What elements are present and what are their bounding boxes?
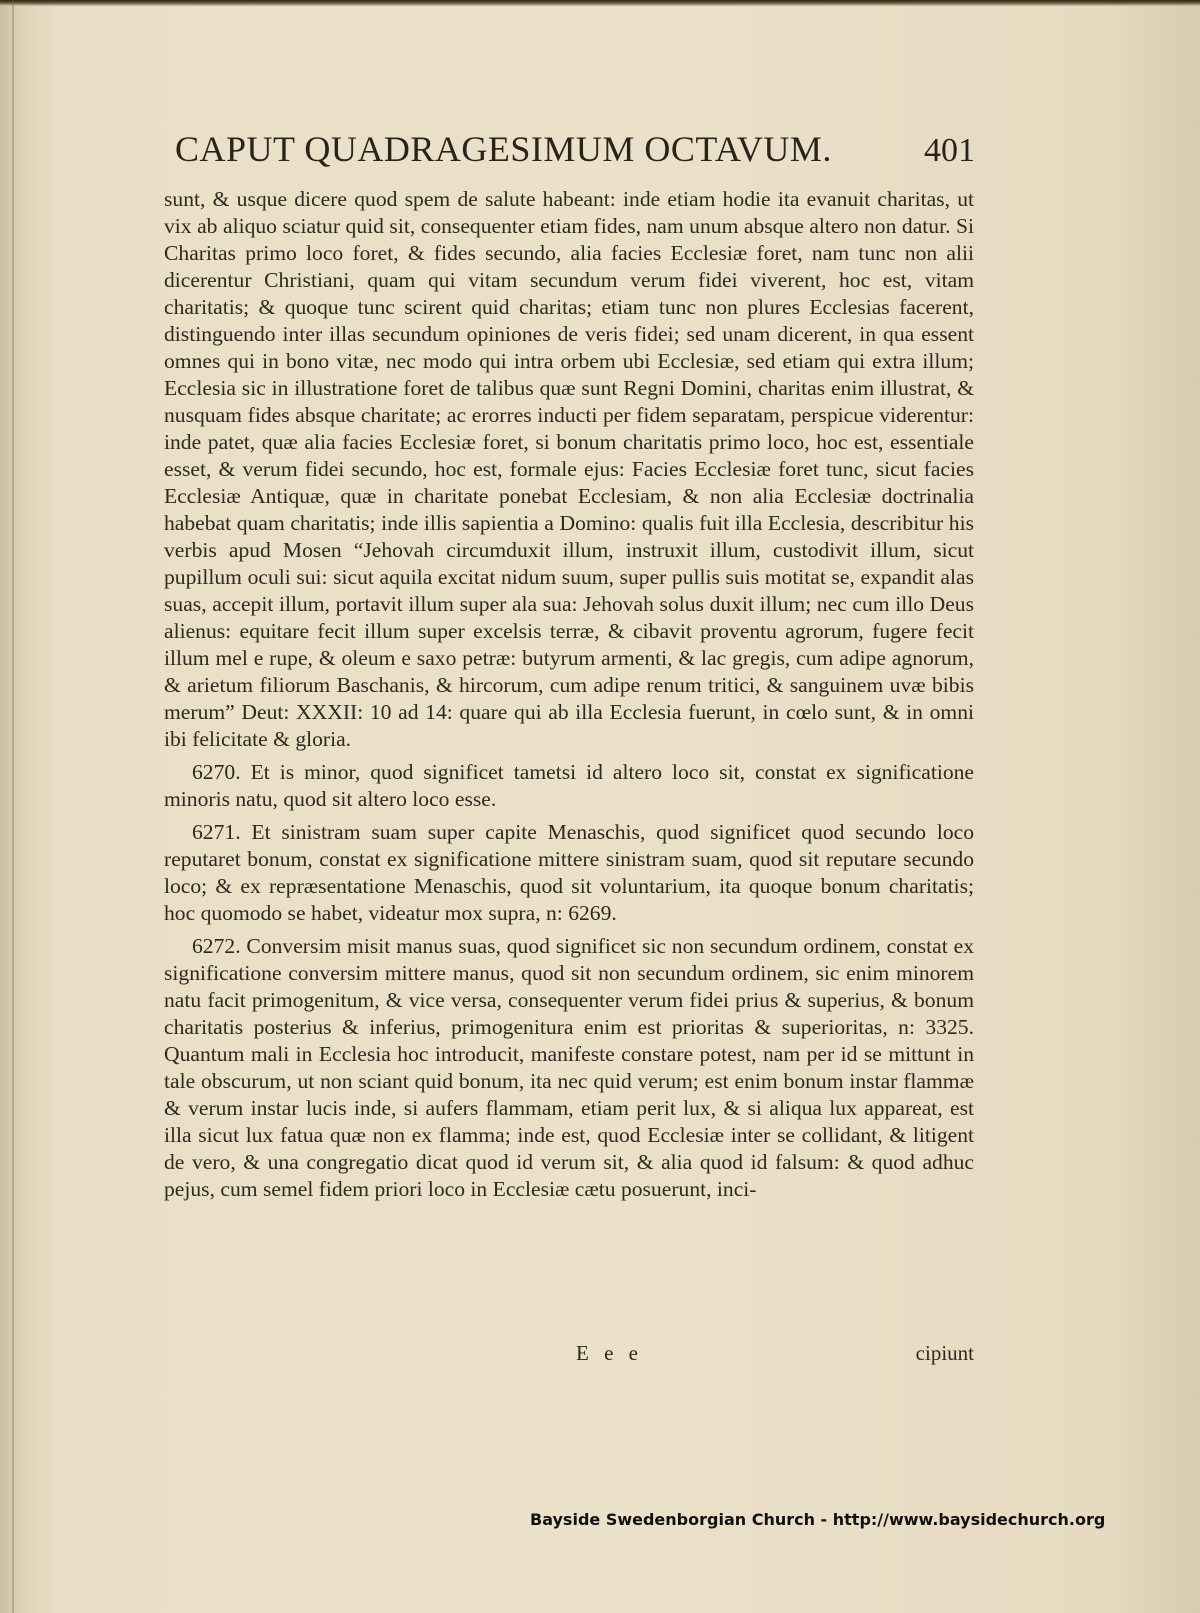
catchword: cipiunt xyxy=(915,1341,974,1365)
paragraph-6270: 6270. Et is minor, quod significet tametsi id altero loco sit, constat ex significatione minoris natu, quod sit altero loco esse. xyxy=(164,760,974,811)
binding-gutter xyxy=(12,0,14,1613)
page-number: 401 xyxy=(924,132,975,169)
source-credit: Bayside Swedenborgian Church - http://www.baysidechurch.org xyxy=(530,1510,1106,1529)
page-header xyxy=(175,128,975,178)
page-top-edge xyxy=(0,0,1200,6)
page-footer xyxy=(164,1341,974,1371)
running-head: CAPUT QUADRAGESIMUM OCTAVUM. xyxy=(175,129,832,169)
signature-mark: E e e xyxy=(576,1341,643,1365)
paragraph-6271: 6271. Et sinistram suam super capite Menaschis, quod significet quod secundo loco reputaret bonum, constat ex significatione mittere sinistram suam, quod sit reputare secundo loco; & ex repræsentatione Menaschis, quod sit voluntarium, ita quoque bonum charitatis; hoc quomodo se habet, videatur mox supra, n: 6269. xyxy=(164,820,974,925)
paragraph-6272: 6272. Conversim misit manus suas, quod significet sic non secundum ordinem, constat ex significatione conversim mittere manus, quod sit non secundum ordinem, sic enim minorem natu facit primogenitum, & vice versa, consequenter verum fidei prius & superius, & bonum charitatis posterius & inferius, primogenitura enim est prioritas & superioritas, n: 3325. Quantum mali in Ecclesia hoc introducit, manifeste constare potest, nam per id se mittunt in tale obscurum, ut non sciant quid bonum, ita nec quid verum; est enim bonum instar flammæ & verum instar lucis inde, si aufers flammam, etiam perit lux, & si aliqua lux appareat, est illa sicut lux fatua quæ non ex flamma; inde est, quod Ecclesiæ inter se collidant, & litigent de vero, & una congregatio dicat quod id verum sit, & alia quod id falsum: & quod adhuc pejus, cum semel fidem priori loco in Ecclesiæ cætu posuerunt, inci- xyxy=(164,934,974,1201)
paragraph-continued: sunt, & usque dicere quod spem de salute habeant: inde etiam hodie ita evanuit charitas, ut vix ab aliquo sciatur quid sit, consequenter etiam fides, nam unum absque altero non datur. Si Charitas primo loco foret, & fides secundo, alia facies Ecclesiæ foret, nam tunc non alii dicerentur Christiani, quam qui vitam secundum verum fidei viverent, hoc est, vitam charitatis; & quoque tunc scirent quid charitas; etiam tunc non plures Ecclesias facerent, distinguendo inter illas secundum opiniones de veris fidei; sed unam dicerent, in qua essent omnes qui in bono vitæ, nec modo qui intra orbem ubi Ecclesiæ, sed etiam qui extra illum; Ecclesia sic in illustratione foret de talibus quæ sunt Regni Domini, charitas enim illustrat, & nusquam fides absque charitate; ac erorres inducti per fidem separatam, perspicue viderentur: inde patet, quæ alia facies Ecclesiæ foret, si bonum charitatis primo loco, hoc est, essentiale esset, & verum fidei secundo, hoc est, formale ejus: Facies Ecclesiæ foret tunc, sicut facies Ecclesiæ Antiquæ, quæ in charitate ponebat Ecclesiam, & non alia Ecclesiæ doctrinalia habebat quam charitatis; inde illis sapientia a Domino: qualis fuit illa Ecclesia, describitur his verbis apud Mosen “Jehovah circumduxit illum, instruxit illum, custodivit illum, sicut pupillum oculi sui: sicut aquila excitat nidum suum, super pullis suis motitat se, expandit alas suas, accepit illum, portavit illum super ala sua: Jehovah solus duxit illum; nec cum illo Deus alienus: equitare fecit illum super excelsis terræ, & cibavit proventu agrorum, fugere fecit illum mel e rupe, & oleum e saxo petræ: butyrum armenti, & lac gregis, cum adipe agnorum, & arietum filiorum Baschanis, & hircorum, cum adipe renum tritici, & sanguinem uvæ bibis merum” Deut: XXXII: 10 ad 14: quare qui ab illa Ecclesia fuerunt, in cœlo sunt, & in omni ibi felicitate & gloria. xyxy=(164,187,974,751)
body-text xyxy=(164,186,974,1209)
